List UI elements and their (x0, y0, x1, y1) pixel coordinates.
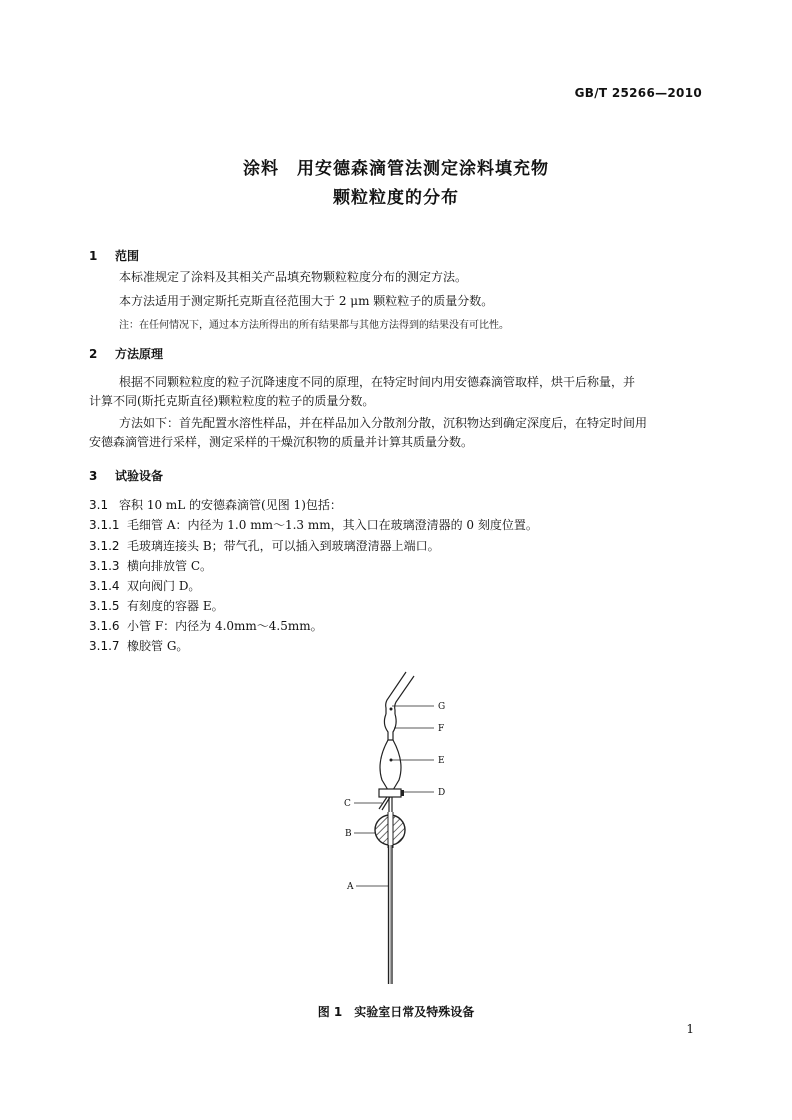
list-item: 3.1 容积 10 mL 的安德森滴管(见图 1)包括： (89, 498, 342, 512)
paragraph: 根据不同颗粒粒度的粒子沉降速度不同的原理，在特定时间内用安德森滴管取样，烘干后称量，并 (119, 375, 636, 389)
section-1-heading (89, 247, 139, 264)
section-title: 试验设备 (115, 469, 164, 483)
rubber-tube-g-right (395, 676, 414, 714)
standard-number: GB/T 25266—2010 (574, 86, 702, 100)
graduated-vessel-e (380, 740, 401, 796)
section-3-heading (89, 467, 163, 484)
paragraph: 本标准规定了涂料及其相关产品填充物颗粒粒度分布的测定方法。 (119, 270, 468, 284)
label-d: D (438, 788, 446, 798)
label-b: B (345, 829, 352, 839)
figure-caption: 图 1 实验室日常及特殊设备 (317, 1005, 475, 1019)
list-item: 3.1.4 双向阀门 D。 (89, 579, 201, 593)
list-item: 3.1.2 毛玻璃连接头 B；带气孔，可以插入到玻璃澄清器上端口。 (89, 539, 440, 553)
label-e: E (438, 756, 445, 766)
valve-knob (401, 790, 404, 796)
paragraph: 本方法适用于测定斯托克斯直径范围大于 2 μm 颗粒粒子的质量分数。 (119, 294, 494, 308)
joint-bore (388, 812, 393, 848)
page-number: 1 (686, 1022, 694, 1036)
list-item: 3.1.7 橡胶管 G。 (89, 639, 189, 653)
section-number: 2 (89, 347, 98, 361)
section-2-heading (89, 345, 163, 362)
label-a: A (347, 882, 354, 892)
section-number: 3 (89, 469, 98, 483)
list-item: 3.1.5 有刻度的容器 E。 (89, 599, 224, 613)
small-tube-f-left (384, 714, 388, 742)
paragraph: 安德森滴管进行采样，测定采样的干燥沉积物的质量并计算其质量分数。 (89, 435, 474, 449)
two-way-valve-d (379, 789, 401, 797)
paragraph: 计算不同(斯托克斯直径)颗粒粒度的粒子的质量分数。 (89, 394, 375, 408)
label-g: G (438, 702, 446, 712)
document-title-line2: 颗粒粒度的分布 (333, 188, 459, 208)
label-c: C (344, 799, 351, 809)
document-title-line1: 涂料 用安德森滴管法测定涂料填充物 (243, 159, 549, 179)
label-f: F (438, 724, 445, 734)
marker-dot (390, 708, 393, 711)
andreasen-pipette-diagram (330, 662, 470, 992)
section-title: 方法原理 (115, 347, 164, 361)
section-number: 1 (89, 249, 98, 263)
paragraph: 方法如下：首先配置水溶性样品，并在样品加入分散剂分散，沉积物达到确定深度后，在特定时间用 (119, 416, 648, 430)
list-item: 3.1.6 小管 F：内径为 4.0mm～4.5mm。 (89, 619, 323, 633)
section-title: 范围 (115, 249, 140, 263)
list-item: 3.1.3 横向排放管 C。 (89, 559, 212, 573)
list-item: 3.1.1 毛细管 A：内径为 1.0 mm～1.3 mm，其入口在玻璃澄清器的 0 刻度位置。 (89, 518, 538, 532)
note: 注：在任何情况下，通过本方法所得出的所有结果都与其他方法得到的结果没有可比性。 (119, 320, 509, 331)
